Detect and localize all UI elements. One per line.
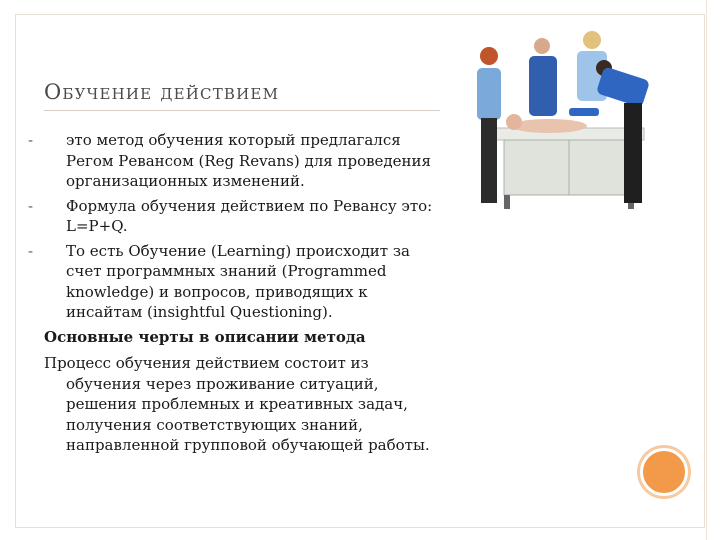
bullet-item xyxy=(28,241,448,323)
decorative-circle xyxy=(640,448,688,496)
subheading: Основные черты в описании метода xyxy=(44,327,366,346)
bullet-item xyxy=(28,196,448,237)
bullet-marker: - xyxy=(28,196,34,215)
bullet-item xyxy=(28,130,448,192)
bullet-text: То есть Обучение (Learning) происходит за счет программных знаний (Programmed knowledge) и вопросов, приводящих к инсайтам (insightful Questioning). xyxy=(66,241,410,321)
bullet-text: это метод обучения который предлагался Регом Ревансом (Reg Revans) для проведения организационных изменений. xyxy=(66,131,431,190)
mannequin xyxy=(511,119,587,133)
bullet-text: Формула обучения действием по Ревансу это: L=P+Q. xyxy=(66,196,433,235)
title-divider xyxy=(44,110,440,111)
bullet-marker: - xyxy=(28,241,34,260)
slide-body xyxy=(28,130,448,456)
slide-title: Обучение действием xyxy=(44,80,280,104)
bullet-marker: - xyxy=(28,131,34,149)
training-photo xyxy=(449,18,679,218)
side-rule xyxy=(706,0,707,540)
description-paragraph: Процесс обучения действием состоит из обучения через проживание ситуаций, решения проблемных и креативных задач, получения соответствующих знаний, направленной групповой обучающей работы. xyxy=(44,354,430,454)
